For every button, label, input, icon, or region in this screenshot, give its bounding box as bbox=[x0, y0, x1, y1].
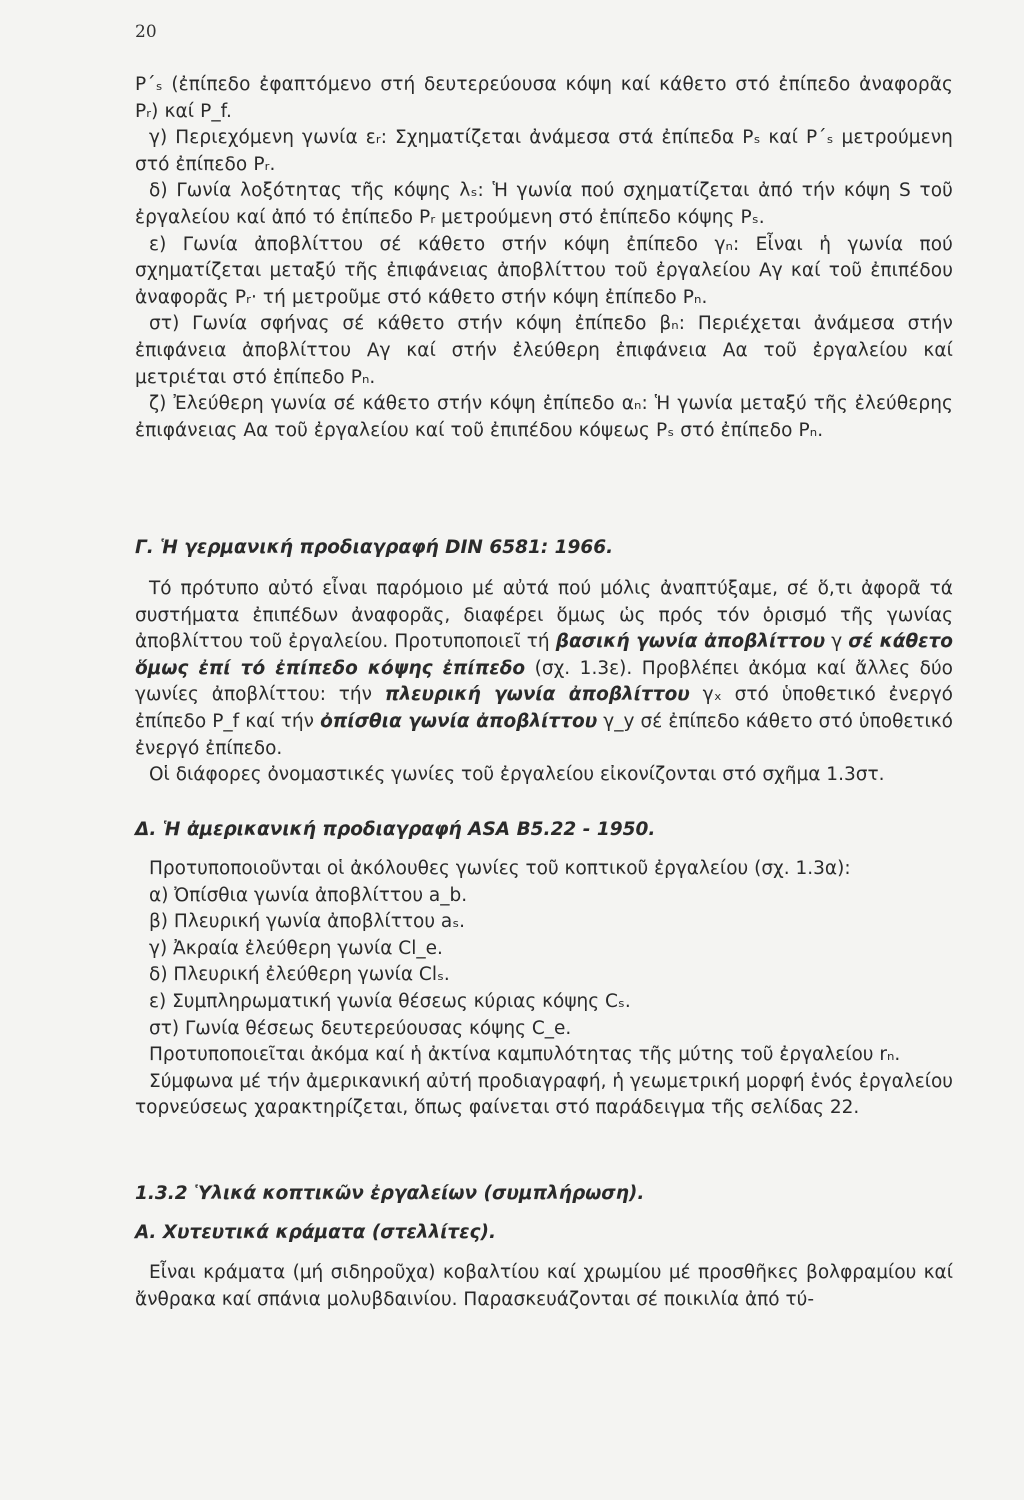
definition-zeta: ζ) Ἐλεύθερη γωνία σέ κάθετο στήν κόψη ἐπίπεδο αₙ: Ἡ γωνία μεταξύ τῆς ἐλεύθερης ἐπιφάνειας Aα τοῦ ἐργαλείου καί τοῦ ἐπιπέδου κόψεως Pₛ στό ἐπίπεδο Pₙ. bbox=[135, 393, 953, 441]
section-d-body bbox=[135, 856, 953, 1122]
section-g-heading: Γ. Ἡ γερμανική προδιαγραφή DIN 6581: 1966. bbox=[135, 537, 614, 558]
definition-gamma: γ) Περιεχόμενη γωνία εᵣ: Σχηματίζεται ἀνάμεσα στά ἐπίπεδα Pₛ καί P΄ₛ μετρούμενη στό ἐπίπεδο Pᵣ. bbox=[135, 127, 953, 175]
emphasis-term: σέ κάθετο ὅμως ἐπί τό ἐπίπεδο κόψης ἐπίπεδο bbox=[135, 631, 953, 679]
section-132-subheading: Α. Χυτευτικά κράματα (στελλίτες). bbox=[135, 1222, 496, 1243]
top-definitions bbox=[135, 72, 953, 444]
section-132-text: Εἶναι κράματα (μή σιδηροῦχα) κοβαλτίου καί χρωμίου μέ προσθῆκες βολφραμίου καί ἄνθρακα καί σπάνια μολυβδαινίου. Παρασκευάζονται σέ ποικιλία ἀπό τύ- bbox=[135, 1262, 953, 1310]
text-run: Τό πρότυπο αὐτό εἶναι παρόμοιο μέ αὐτά πού μόλις ἀναπτύξαμε, σέ ὅ,τι ἀφορᾶ τά συστήματα ἐπιπέδων ἀναφορᾶς, διαφέρει ὅμως ὡς πρός τόν ὁρισμό τῆς γωνίας ἀποβλίττου τοῦ ἐργαλείου. Προτυποποιεῖ τή bbox=[135, 578, 953, 653]
text-run: (σχ. 1.3ε). Προβλέπει ἀκόμα καί ἄλλες δύο γωνίες ἀποβλίττου: τήν bbox=[135, 657, 953, 706]
list-item: α) Ὀπίσθια γωνία ἀποβλίττου a_b. bbox=[149, 884, 468, 906]
definition-st: στ) Γωνία σφήνας σέ κάθετο στήν κόψη ἐπίπεδο βₙ: Περιέχεται ἀνάμεσα στήν ἐπιφάνεια ἀποβλίττου Αγ καί στήν ἐλεύθερη ἐπιφάνεια Αα τοῦ ἐργαλείου καί μετριέται στό ἐπίπεδο Pₙ. bbox=[135, 313, 953, 388]
definition-epsilon: ε) Γωνία ἀποβλίττου σέ κάθετο στήν κόψη ἐπίπεδο γₙ: Εἶναι ἡ γωνία πού σχηματίζεται μεταξύ τῆς ἐπιφάνειας ἀποβλίττου τοῦ ἐργαλείου Αγ καί τοῦ ἐπιπέδου ἀναφορᾶς Pᵣ· τή μετροῦμε στό κάθετο στήν κόψη ἐπίπεδο Pₙ. bbox=[135, 233, 953, 308]
section-g-figure-note: Οἱ διάφορες ὀνομαστικές γωνίες τοῦ ἐργαλείου εἰκονίζονται στό σχῆμα 1.3στ. bbox=[149, 764, 885, 786]
list-item: στ) Γωνία θέσεως δευτερεύουσας κόψης C_e. bbox=[149, 1017, 572, 1039]
text-run: γ_y σέ ἐπίπεδο κάθετο στό ὑποθετικό ἐνεργό ἐπίπεδο. bbox=[135, 710, 954, 759]
section-d-heading: Δ. Ἡ ἀμερικανική προδιαγραφή ASA B5.22 - 1950. bbox=[135, 819, 656, 840]
section-g-body bbox=[135, 576, 953, 789]
text-run: γₓ στό ὑποθετικό ἐνεργό ἐπίπεδο P_f καί τήν bbox=[135, 684, 953, 732]
list-item: γ) Ἀκραία ἐλεύθερη γωνία Cl_e. bbox=[149, 937, 443, 959]
section-d-radius: Προτυποποιεῖται ἀκόμα καί ἡ ἀκτίνα καμπυλότητας τῆς μύτης τοῦ ἐργαλείου rₙ. bbox=[149, 1044, 901, 1066]
list-item: δ) Πλευρική ἐλεύθερη γωνία Clₛ. bbox=[149, 964, 450, 986]
section-d-closing: Σύμφωνα μέ τήν ἀμερικανική αὐτή προδιαγραφή, ἡ γεωμετρική μορφή ἑνός ἐργαλείου τορνεύσεως χαρακτηρίζεται, ὅπως φαίνεται στό παράδειγμα τῆς σελίδας 22. bbox=[135, 1070, 953, 1119]
emphasis-term: ὀπίσθια γωνία ἀποβλίττου bbox=[320, 710, 598, 732]
section-d-intro: Προτυποποιοῦνται οἱ ἀκόλουθες γωνίες τοῦ κοπτικοῦ ἐργαλείου (σχ. 1.3α): bbox=[149, 858, 851, 879]
list-item: ε) Συμπληρωματική γωνία θέσεως κύριας κόψης Cₛ. bbox=[149, 990, 631, 1012]
emphasis-term: βασική γωνία ἀποβλίττου bbox=[555, 631, 826, 653]
emphasis-term: πλευρική γωνία ἀποβλίττου bbox=[384, 684, 690, 706]
definition-delta: δ) Γωνία λοξότητας τῆς κόψης λₛ: Ἡ γωνία πού σχηματίζεται ἀπό τήν κόψη S τοῦ ἐργαλείου καί ἀπό τό ἐπίπεδο Pᵣ μετρούμενη στό ἐπίπεδο κόψης Pₛ. bbox=[135, 180, 953, 228]
page-number: 20 bbox=[135, 22, 157, 42]
section-g-paragraph bbox=[135, 576, 953, 762]
text-run: γ bbox=[825, 631, 849, 653]
list-item: β) Πλευρική γωνία ἀποβλίττου aₛ. bbox=[149, 911, 466, 933]
definition-continuation: P΄ₛ (ἐπίπεδο ἐφαπτόμενο στή δευτερεύουσα κόψη καί κάθετο στό ἐπίπεδο ἀναφορᾶς Pᵣ) καί P_f. bbox=[135, 74, 953, 122]
section-132-heading: 1.3.2 Ὑλικά κοπτικῶν ἐργαλείων (συμπλήρωση). bbox=[135, 1183, 645, 1204]
